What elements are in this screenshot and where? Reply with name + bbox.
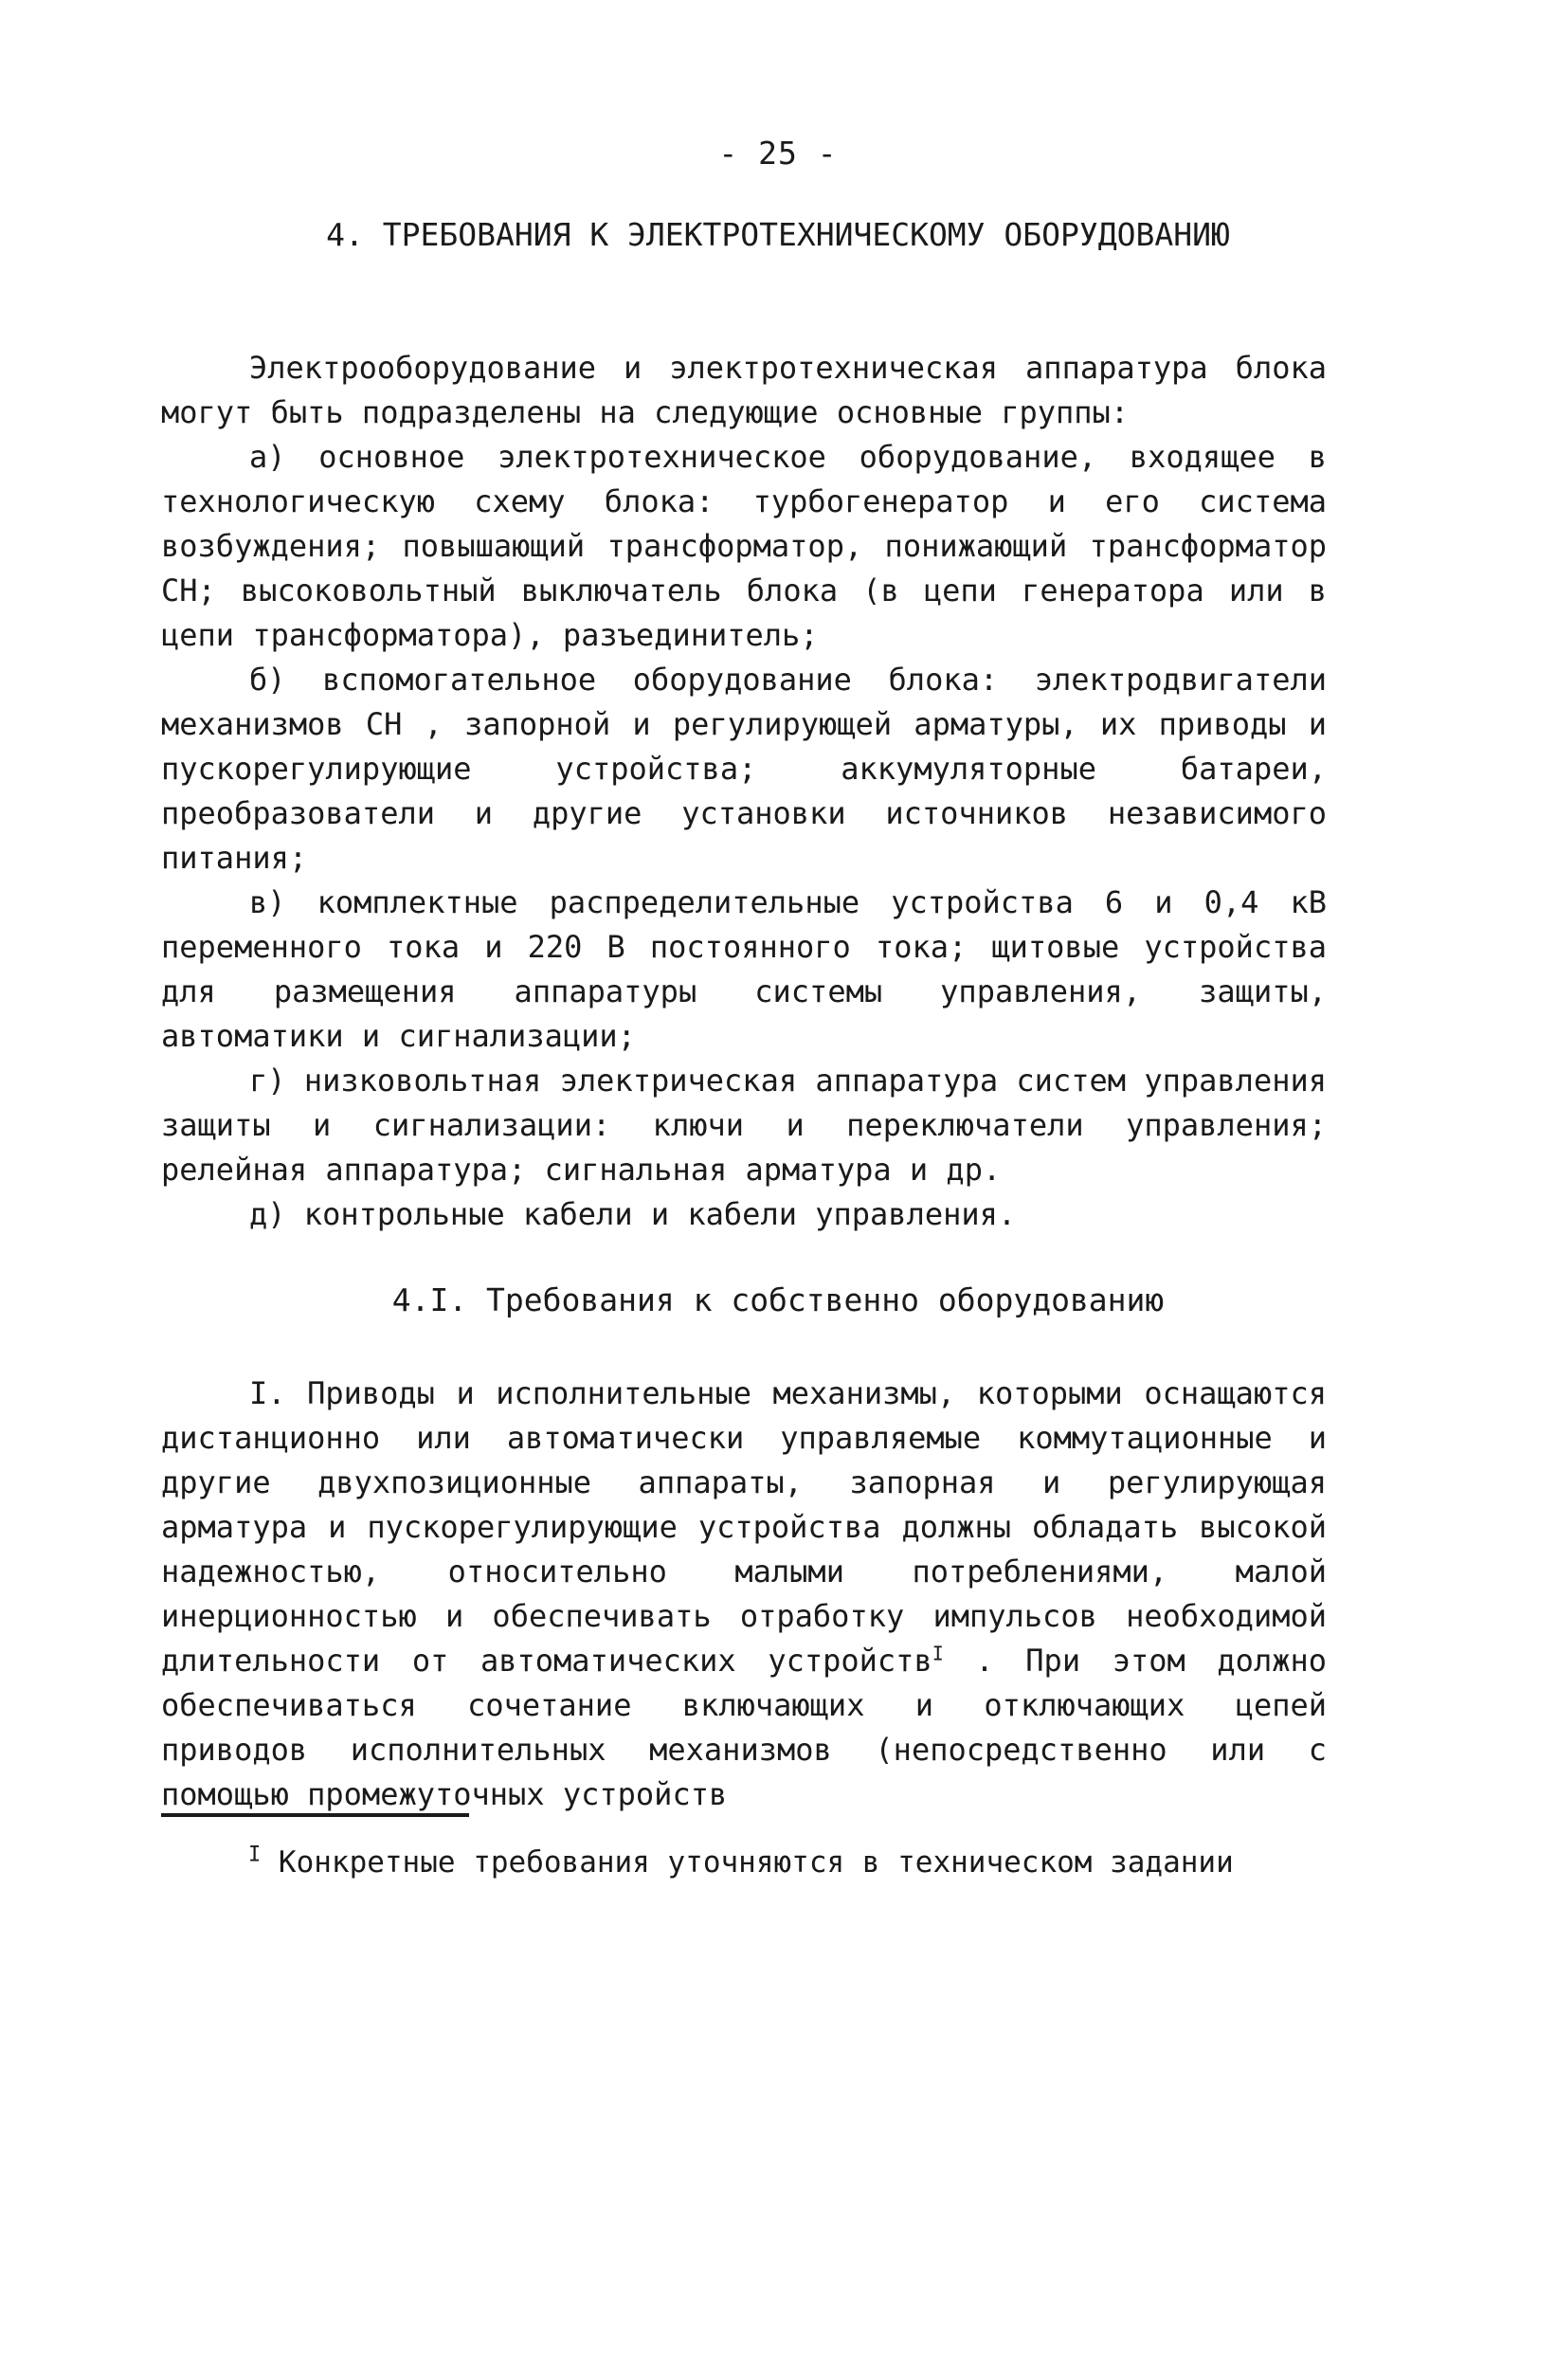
list-item-a: а) основное электротехническое оборудование, входящее в технологическую схему блока: турбогенератор и его система возбуждения; повышающий трансформатор, понижающий трансформатор СН; высоковольтный выключатель блока (в цепи генератора или в цепи трансформатора), разъединитель; [161,439,1327,653]
footnote [248,1841,1338,1885]
section-heading: 4. ТРЕБОВАНИЯ К ЭЛЕКТРОТЕХНИЧЕСКОМУ ОБОРУДОВАНИЮ [326,216,1230,253]
list-item-d: д) контрольные кабели и кабели управления. [249,1196,1017,1232]
intro-block [161,346,1327,1237]
footnote-marker: I [248,1843,262,1867]
intro-paragraph: Электрооборудование и электротехническая аппаратура блока могут быть подразделены на следующие основные группы: [161,350,1327,430]
page-number: - 25 - [718,135,838,172]
footnote-divider [161,1813,469,1817]
section-paragraph-1-text: I. Приводы и исполнительные механизмы, которыми оснащаются дистанционно или автоматически управляемые коммутационные и другие двухпозиционные аппараты, запорная и регулирующая арматура и пускорегулирующие устройства должны обладать высокой надежностью, относительно малыми потреблениями, малой инерционностью и обеспечивать отработку импульсов необходимой длительности от автоматических устройств [161,1375,1327,1679]
subsection-heading: 4.I. Требования к собственно оборудованию [391,1281,1165,1318]
section-paragraph-1-continuation: . При этом должно обеспечиваться сочетание включающих и отключающих цепей приводов исполнительных механизмов (непосредственно или с помощью промежуточных устройств [161,1643,1328,1812]
footnote-reference: I [932,1642,944,1665]
list-item-v: в) комплектные распределительные устройства 6 и 0,4 кВ переменного тока и 220 В постоянного тока; щитовые устройства для размещения аппаратуры системы управления, защиты, автоматики и сигнализации; [161,884,1327,1054]
footnote-text: Конкретные требования уточняются в техническом задании [261,1845,1234,1880]
section-paragraph-1 [161,1372,1327,1817]
section-block [161,1372,1327,1817]
list-item-b: б) вспомогательное оборудование блока: электродвигатели механизмов СН , запорной и регулирующей арматуры, их приводы и пускорегулирующие устройства; аккумуляторные батареи, преобразователи и другие установки источников независимого питания; [161,662,1327,876]
list-item-g: г) низковольтная электрическая аппаратура систем управления защиты и сигнализации: ключи и переключатели управления; релейная аппаратура; сигнальная арматура и др. [161,1063,1327,1188]
